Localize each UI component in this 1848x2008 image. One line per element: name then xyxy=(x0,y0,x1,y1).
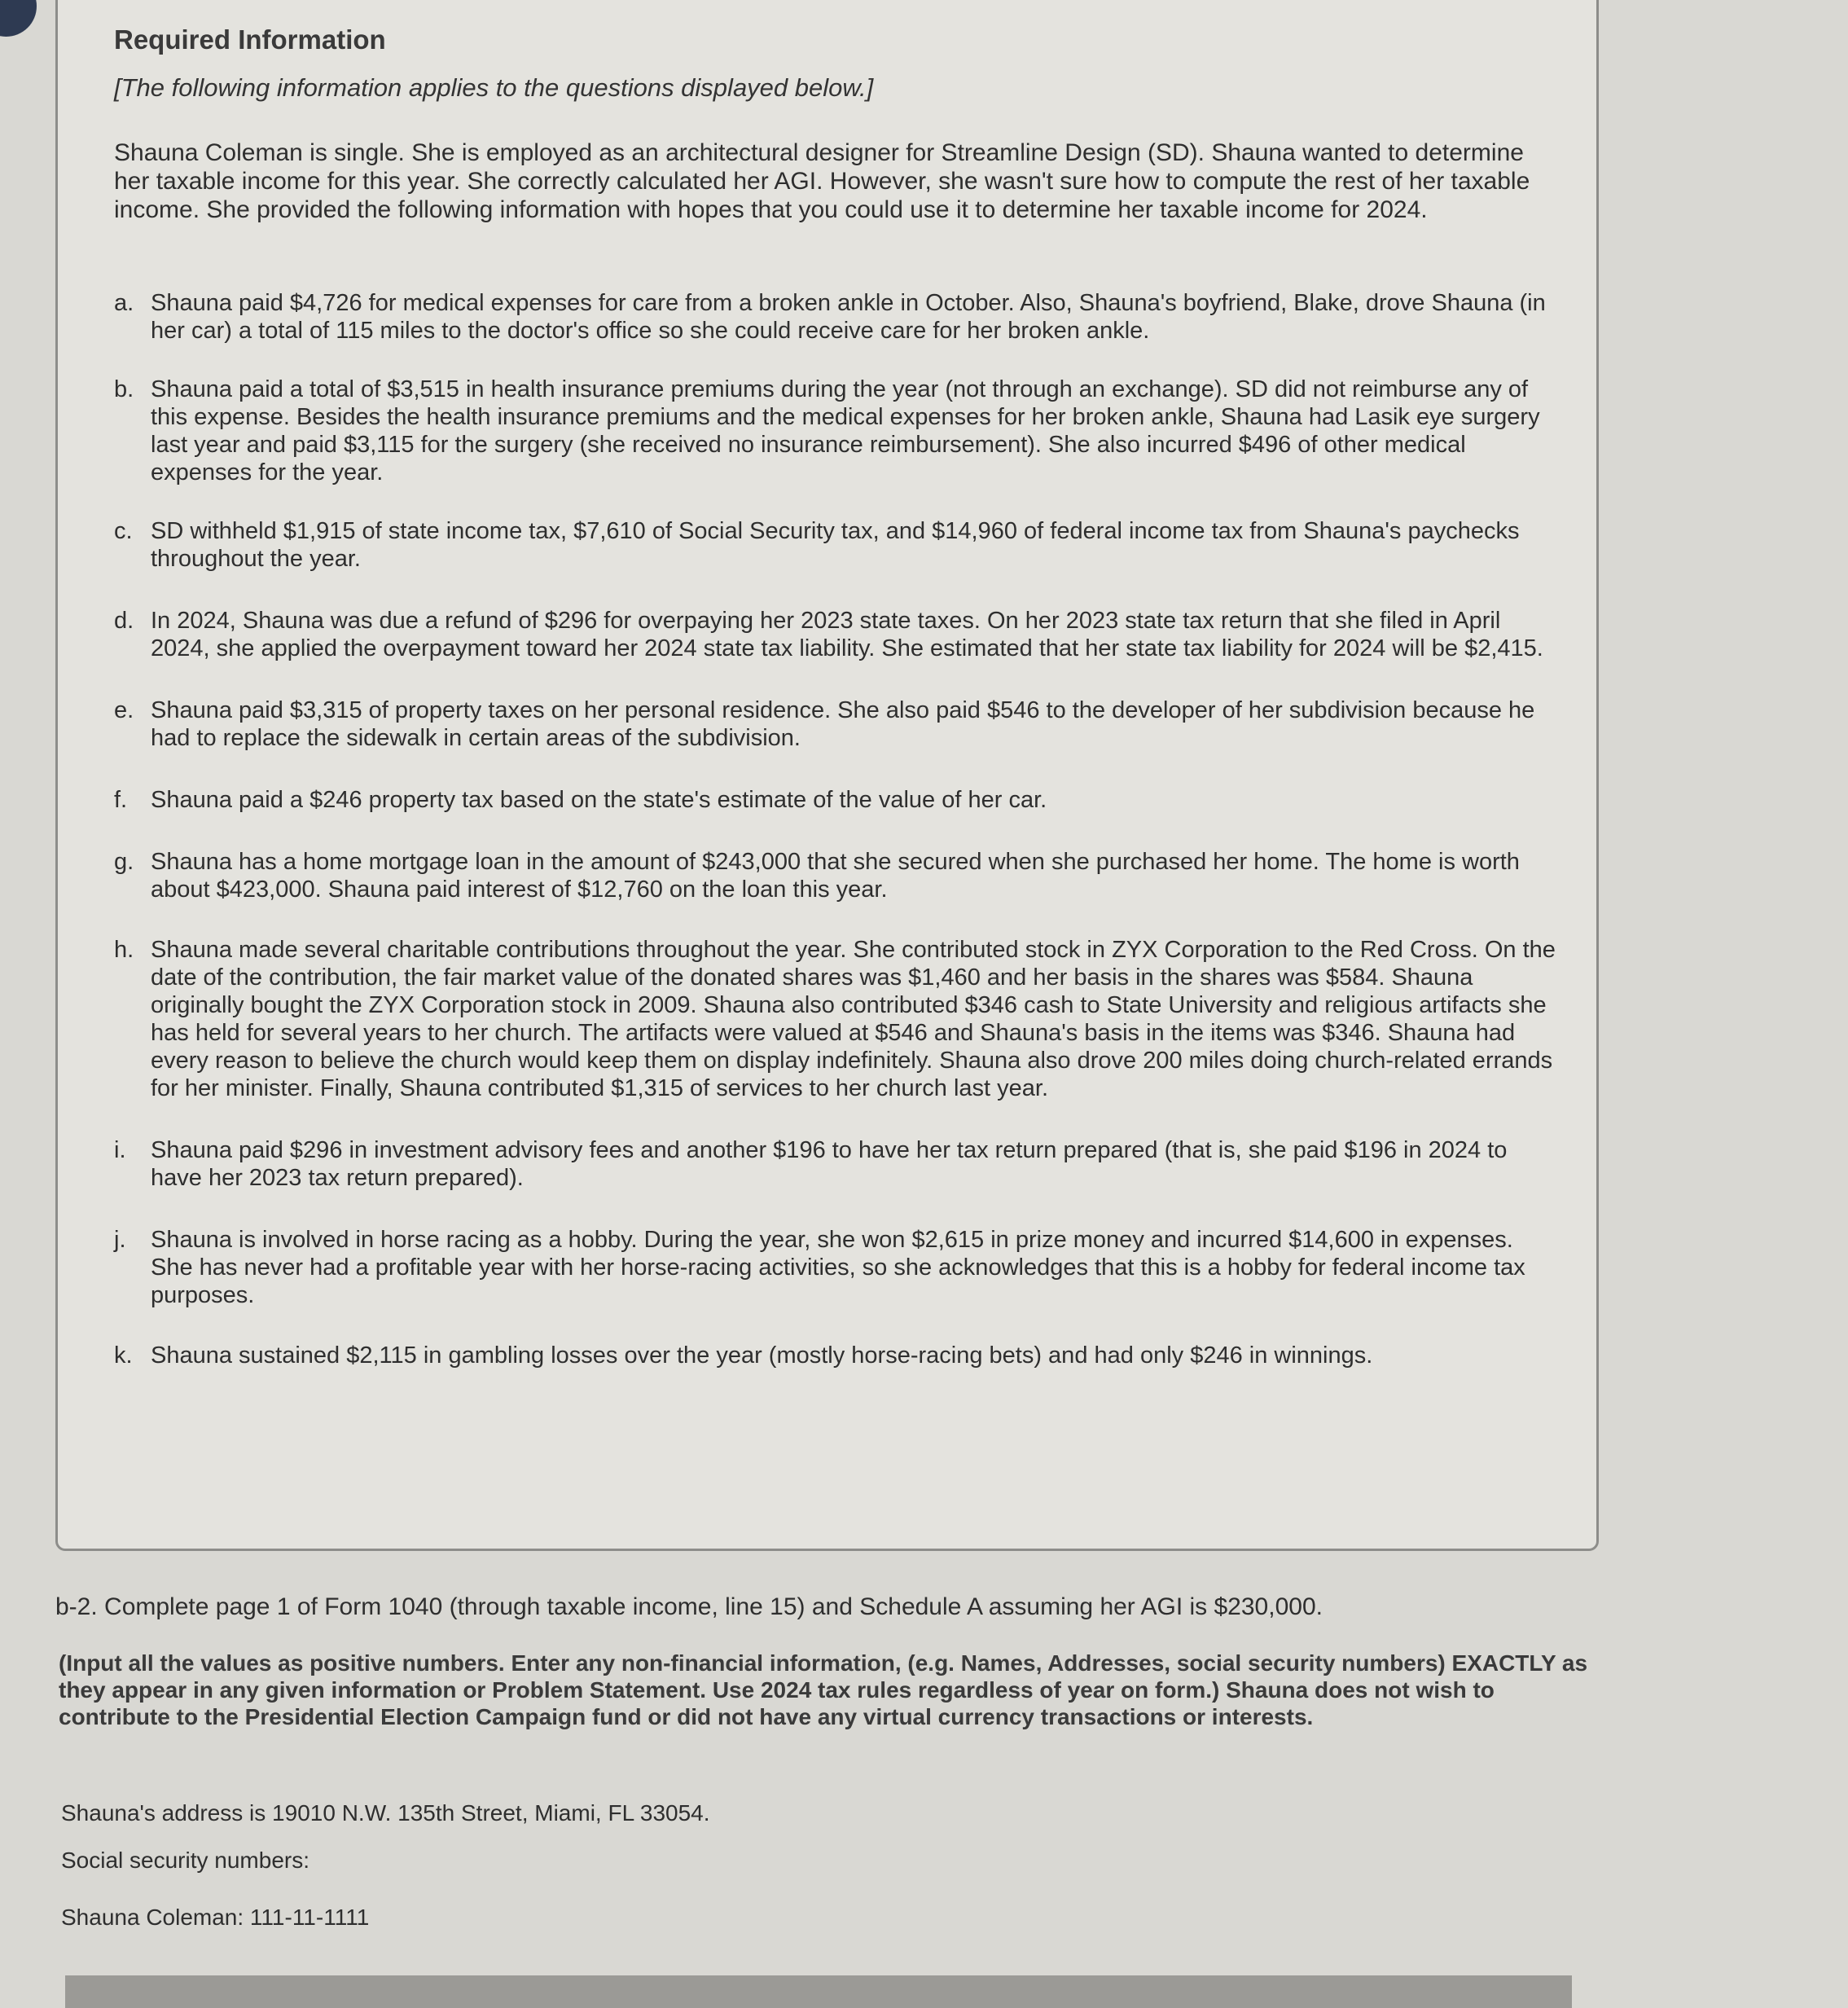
list-item xyxy=(114,786,1556,814)
item-text: Shauna paid a $246 property tax based on the state's estimate of the value of her car. xyxy=(151,787,1047,813)
item-letter: g. xyxy=(114,849,134,875)
list-item xyxy=(114,607,1556,662)
intro-paragraph: Shauna Coleman is single. She is employed as an architectural designer for Streamline Design (SD). Shauna wanted to determine her taxable income for this year. She correctly calculated her AGI. However, she wasn't sure how to compute the rest of her taxable income. She provided the following information with hopes that you could use it to determine her taxable income for 2024. xyxy=(114,139,1530,223)
item-text: Shauna made several charitable contributions throughout the year. She contributed stock in ZYX Corporation to the Red Cross. On the date of the contribution, the fair market value of the donated shares was $1,460 and her basis in the shares was $584. Shauna originally bought the ZYX Corporation stock in 2009. Shauna also contributed $346 cash to State University and religious artifacts she has held for several years to her church. The artifacts were valued at $546 and Shauna's basis in the items was $346. Shauna had every reason to believe the church would keep them on display indefinitely. Shauna also drove 200 miles doing church-related errands for her minister. Finally, Shauna contributed $1,315 of services to her church last year. xyxy=(151,937,1556,1101)
section-note: [The following information applies to the questions displayed below.] xyxy=(114,73,874,102)
item-letter: f. xyxy=(114,787,128,813)
item-text: Shauna has a home mortgage loan in the amount of $243,000 that she secured when she purchased her home. The home is worth about $423,000. Shauna paid interest of $12,760 on the loan this year. xyxy=(151,849,1520,903)
instructions-text: (Input all the values as positive numbers. Enter any non-financial information, (e.g. Names, Addresses, social security numbers) EXACTLY as they appear in any given information or Problem Statement. Use 2024 tax rules regardless of year on form.) Shauna does not wish to contribute to the Presidential Election Campaign fund or did not have any virtual currency transactions or interests. xyxy=(59,1650,1588,1729)
item-letter: h. xyxy=(114,937,134,963)
address-text: Shauna's address is 19010 N.W. 135th Street, Miami, FL 33054. xyxy=(61,1800,710,1826)
item-letter: d. xyxy=(114,608,134,634)
list-item xyxy=(114,376,1556,486)
section-title: Required Information xyxy=(114,24,386,55)
item-text: Shauna sustained $2,115 in gambling losses over the year (mostly horse-racing bets) and had only $246 in winnings. xyxy=(151,1342,1373,1369)
facts-list xyxy=(114,289,1556,1369)
list-item xyxy=(114,936,1556,1102)
item-text: SD withheld $1,915 of state income tax, $7,610 of Social Security tax, and $14,960 of federal income tax from Shauna's paychecks throughout the year. xyxy=(151,518,1520,572)
list-item xyxy=(114,289,1556,345)
item-text: Shauna paid $296 in investment advisory fees and another $196 to have her tax return prepared (that is, she paid $196 in 2024 to have her 2023 tax return prepared). xyxy=(151,1137,1508,1191)
item-text: Shauna paid a total of $3,515 in health insurance premiums during the year (not through an exchange). SD did not reimburse any of this expense. Besides the health insurance premiums and the medical expenses for her broken ankle, Shauna had Lasik eye surgery last year and paid $3,115 for the surgery (she received no insurance reimbursement). She also incurred $496 of other medical expenses for the year. xyxy=(151,376,1540,486)
corner-decoration xyxy=(0,0,37,37)
list-item xyxy=(114,517,1556,573)
item-text: Shauna is involved in horse racing as a hobby. During the year, she won $2,615 in prize money and incurred $14,600 in expenses. She has never had a profitable year with her horse-racing activities, so she acknowledges that this is a hobby for federal income tax purposes. xyxy=(151,1227,1525,1308)
list-item xyxy=(114,1342,1556,1369)
form-tab-bar xyxy=(65,1975,1572,2008)
item-letter: c. xyxy=(114,518,133,544)
item-text: In 2024, Shauna was due a refund of $296 for overpaying her 2023 state taxes. On her 2023 state tax return that she filed in April 2024, she applied the overpayment toward her 2024 state tax liability. She estimated that her state tax liability for 2024 will be $2,415. xyxy=(151,608,1543,661)
ssn-value: Shauna Coleman: 111-11-1111 xyxy=(61,1905,370,1930)
item-letter: i. xyxy=(114,1137,126,1163)
question-prompt: b-2. Complete page 1 of Form 1040 (through taxable income, line 15) and Schedule A assuming her AGI is $230,000. xyxy=(55,1593,1323,1620)
item-letter: b. xyxy=(114,376,134,402)
item-letter: e. xyxy=(114,697,134,723)
item-text: Shauna paid $3,315 of property taxes on her personal residence. She also paid $546 to the developer of her subdivision because he had to replace the sidewalk in certain areas of the subdivision. xyxy=(151,697,1535,751)
ssn-label: Social security numbers: xyxy=(61,1848,310,1873)
list-item xyxy=(114,1136,1556,1192)
item-letter: j. xyxy=(114,1227,126,1253)
item-text: Shauna paid $4,726 for medical expenses for care from a broken ankle in October. Also, Shauna's boyfriend, Blake, drove Shauna (in her car) a total of 115 miles to the doctor's office so she could receive care for her broken ankle. xyxy=(151,290,1546,344)
list-item xyxy=(114,696,1556,752)
list-item xyxy=(114,848,1556,903)
item-letter: a. xyxy=(114,290,134,316)
list-item xyxy=(114,1226,1556,1309)
item-letter: k. xyxy=(114,1342,133,1369)
